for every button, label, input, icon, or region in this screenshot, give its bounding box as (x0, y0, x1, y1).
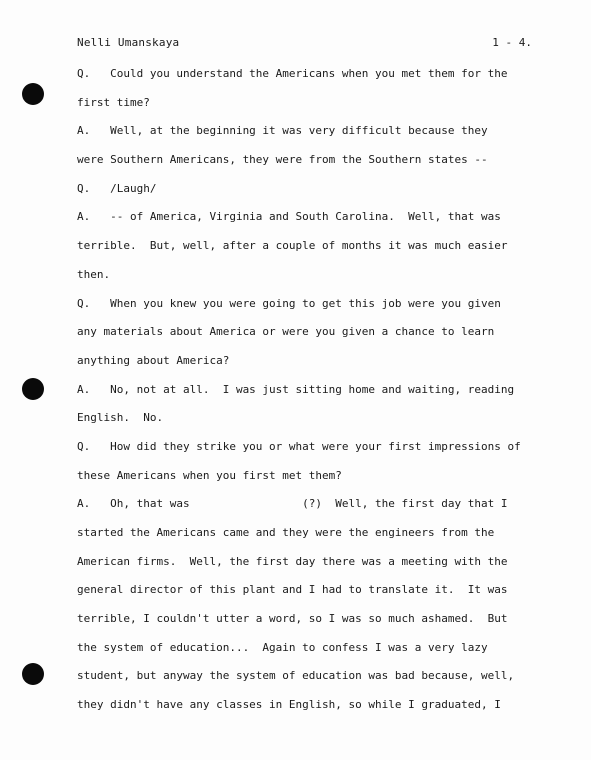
transcript-line: terrible. But, well, after a couple of months it was much easier (77, 239, 508, 253)
transcript-line: the system of education... Again to confess I was a very lazy (77, 640, 488, 654)
punch-hole-bottom (22, 663, 44, 685)
page-header (77, 36, 532, 56)
transcript-line: were Southern Americans, they were from the Southern states -- (77, 153, 488, 167)
transcript-line: anything about America? (77, 353, 230, 367)
transcript-line: terrible, I couldn't utter a word, so I was so much ashamed. But (77, 612, 508, 626)
transcript-line: any materials about America or were you given a chance to learn (77, 325, 495, 339)
transcript-line: then. (77, 267, 111, 281)
transcript-line: general director of this plant and I had to translate it. It was (77, 583, 508, 597)
transcript-line: Q. How did they strike you or what were your first impressions of (77, 439, 521, 453)
transcript-body (77, 64, 552, 724)
transcript-line: Q. When you knew you were going to get this job were you given (77, 296, 501, 310)
interviewee-name: Nelli Umanskaya (77, 36, 180, 49)
punch-hole-middle (22, 378, 44, 400)
transcript-line: first time? (77, 95, 150, 109)
transcript-line: A. -- of America, Virginia and South Carolina. Well, that was (77, 210, 501, 224)
page-number: 1 - 4. (492, 36, 532, 49)
transcript-line: A. Well, at the beginning it was very difficult because they (77, 124, 488, 138)
transcript-line: student, but anyway the system of education was bad because, well, (77, 669, 515, 683)
transcript-line: American firms. Well, the first day there was a meeting with the (77, 554, 508, 568)
transcript-line: Q. Could you understand the Americans when you met them for the (77, 67, 508, 80)
punch-hole-top (22, 83, 44, 105)
transcript-line: they didn't have any classes in English, so while I graduated, I (77, 698, 501, 712)
transcript-line: started the Americans came and they were the engineers from the (77, 526, 495, 539)
transcript-line: these Americans when you first met them? (77, 468, 342, 482)
transcript-line: A. No, not at all. I was just sitting home and waiting, reading (77, 382, 515, 396)
transcript-line: A. Oh, that was (?) Well, the first day that I (77, 497, 508, 511)
transcript-line-laugh: Q. /Laugh/ (77, 181, 157, 195)
transcript-line: English. No. (77, 411, 164, 425)
